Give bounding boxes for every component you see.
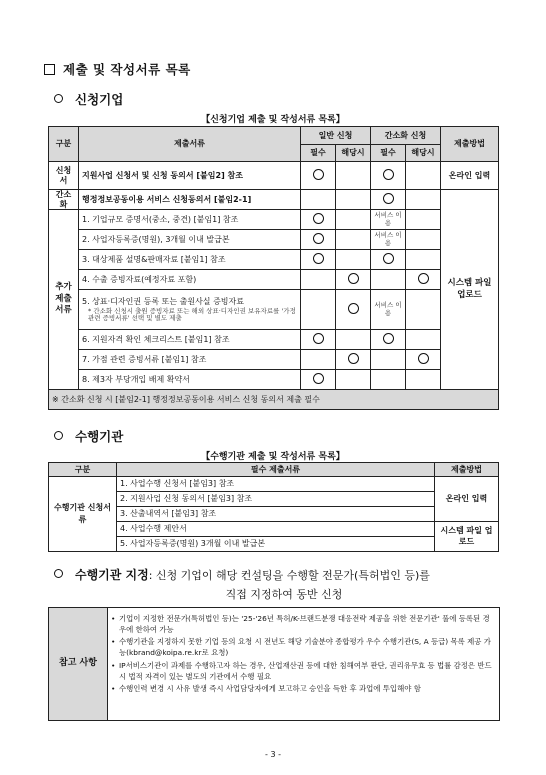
provider-table-caption: 【수행기관 제출 및 작성서류 목록】 bbox=[201, 452, 345, 462]
circle-mark-icon bbox=[313, 233, 324, 244]
item-5-note: * 간소화 신청시 출원 증빙자료 또는 해외 상표·디자인권 보유자료를 '가정 관련 증빙서류' 선택 및 별도 제출 bbox=[88, 306, 296, 323]
applicant-documents-table bbox=[48, 126, 499, 410]
reference-item: • 수행기관을 지정하지 못한 기업 등의 요청 시 전년도 해당 기술분야 종합평가 우수 수행기관(S, A 등급) 목록 제공 가능(kbrand@koipa.re.kr로 요청) bbox=[111, 637, 495, 658]
item-6: 6. 지원자격 확인 체크리스트 [붙임1] 참조 bbox=[79, 330, 301, 350]
header-general-if-applicable: 해당시 bbox=[336, 144, 371, 162]
header-method: 제출방법 bbox=[441, 127, 499, 162]
section-title: 제출 및 작성서류 목록 bbox=[44, 60, 191, 78]
row-method-online: 온라인 입력 bbox=[441, 162, 499, 190]
designation-paragraph bbox=[54, 565, 514, 604]
header-general-required: 필수 bbox=[301, 144, 336, 162]
page-number: - 3 - bbox=[265, 750, 281, 759]
item-7: 7. 가점 관련 증빙서류 [붙임1] 참조 bbox=[79, 350, 301, 370]
circle-mark-icon bbox=[313, 333, 324, 344]
circle-mark-icon bbox=[383, 333, 394, 344]
provider-heading: 수행기관 bbox=[54, 427, 123, 445]
row-document-application: 지원사업 신청서 및 신청 동의서 [붙임2] 참조 bbox=[79, 162, 301, 190]
circle-mark-icon bbox=[383, 193, 394, 204]
circle-mark-icon bbox=[383, 253, 394, 264]
service-use-label: 서비스 이용 bbox=[371, 290, 406, 330]
reference-item: • IP서비스기관이 과제를 수행하고자 하는 경우, 산업재산권 등에 대한 침해여부 판단, 권리유무효 등 법률 감정은 반드시 법적 자격이 있는 별도의 기관에서 수행 필요 bbox=[111, 661, 495, 682]
checkbox-square-icon bbox=[44, 64, 55, 75]
header-document: 제출서류 bbox=[79, 127, 301, 162]
provider-method-upload: 시스템 파일 업로드 bbox=[435, 522, 499, 552]
item-5-label: 5. 상표·디자인권 등록 또는 출원사실 증빙자료 bbox=[82, 296, 244, 306]
applicant-heading: 신청기업 bbox=[54, 90, 123, 108]
circle-mark-icon bbox=[313, 373, 324, 384]
header-simplified: 간소화 신청 bbox=[371, 127, 441, 145]
provider-method-online: 온라인 입력 bbox=[435, 477, 499, 522]
reference-box bbox=[48, 607, 500, 721]
circle-mark-icon bbox=[313, 213, 324, 224]
item-1: 1. 기업규모 증명서(중소, 중견) [붙임1] 참조 bbox=[79, 210, 301, 230]
reference-label: 참고 사항 bbox=[49, 608, 108, 720]
provider-category: 수행기관 신청서류 bbox=[49, 477, 117, 552]
circle-mark-icon bbox=[418, 353, 429, 364]
reference-item: • 기업이 지정한 전문가(특허법인 등)는 '25-'26년 특허/K-브랜드분쟁 대응전략 제공을 위한 전문기관' 풀에 등록된 경우에 한하여 가능 bbox=[111, 614, 495, 635]
provider-header-category: 구분 bbox=[49, 463, 117, 477]
circle-mark-icon bbox=[348, 303, 359, 314]
row-category-application: 신청서 bbox=[49, 162, 79, 190]
item-5 bbox=[79, 290, 301, 330]
designation-text-2: 직접 지정하여 동반 신청 bbox=[225, 587, 343, 601]
provider-item-5: 5. 사업자등록증(명원) 3개월 이내 발급본 bbox=[117, 537, 435, 552]
ring-bullet-icon bbox=[54, 569, 63, 578]
additional-method: 시스템 파일 업로드 bbox=[441, 190, 499, 390]
circle-mark-icon bbox=[313, 253, 324, 264]
header-simplified-required: 필수 bbox=[371, 144, 406, 162]
applicant-note: ※ 간소화 신청 시 [붙임2-1] 행정정보공동이용 서비스 신청 동의서 제출 필수 bbox=[49, 390, 499, 410]
designation-heading: 수행기관 지정 bbox=[75, 568, 149, 582]
row-document-simplified: 행정정보공동이용 서비스 신청동의서 [붙임2-1] bbox=[79, 190, 301, 210]
provider-item-1: 1. 사업수행 신청서 [붙임3] 참조 bbox=[117, 477, 435, 492]
circle-mark-icon bbox=[348, 353, 359, 364]
circle-mark-icon bbox=[313, 169, 324, 180]
provider-item-2: 2. 지원사업 신청 동의서 [붙임3] 참조 bbox=[117, 492, 435, 507]
reference-item: • 수행인력 변경 시 사유 발생 즉시 사업담당자에게 보고하고 승인을 득한 후 과업에 투입해야 함 bbox=[111, 684, 495, 695]
item-8: 8. 제3자 부당개입 배제 확약서 bbox=[79, 370, 301, 390]
circle-mark-icon bbox=[348, 273, 359, 284]
provider-item-4: 4. 사업수행 제안서 bbox=[117, 522, 435, 537]
circle-mark-icon bbox=[383, 169, 394, 180]
header-simplified-if-applicable: 해당시 bbox=[406, 144, 441, 162]
applicant-table-caption: 【신청기업 제출 및 작성서류 목록】 bbox=[201, 115, 345, 125]
provider-item-3: 3. 산출내역서 [붙임3] 참조 bbox=[117, 507, 435, 522]
provider-header-document: 필수 제출서류 bbox=[117, 463, 435, 477]
header-category: 구분 bbox=[49, 127, 79, 162]
ring-bullet-icon bbox=[54, 94, 63, 103]
ring-bullet-icon bbox=[54, 431, 63, 440]
row-category-simplified: 간소화 bbox=[49, 190, 79, 210]
item-4: 4. 수출 증빙자료(예정자료 포함) bbox=[79, 270, 301, 290]
service-use-label: 서비스 이용 bbox=[371, 230, 406, 250]
provider-header-method: 제출방법 bbox=[435, 463, 499, 477]
header-general: 일반 신청 bbox=[301, 127, 371, 145]
additional-category: 추가 제출 서류 bbox=[49, 210, 79, 390]
designation-text-1: : 신청 기업이 해당 컨설팅을 수행할 전문가(특허법인 등)를 bbox=[148, 569, 430, 582]
provider-documents-table bbox=[48, 462, 499, 552]
item-3: 3. 대상제품 설명&판매자료 [붙임1] 참조 bbox=[79, 250, 301, 270]
service-use-label: 서비스 이용 bbox=[371, 210, 406, 230]
item-2: 2. 사업자등록증(명원), 3개월 이내 발급본 bbox=[79, 230, 301, 250]
reference-list bbox=[111, 614, 495, 697]
circle-mark-icon bbox=[418, 273, 429, 284]
